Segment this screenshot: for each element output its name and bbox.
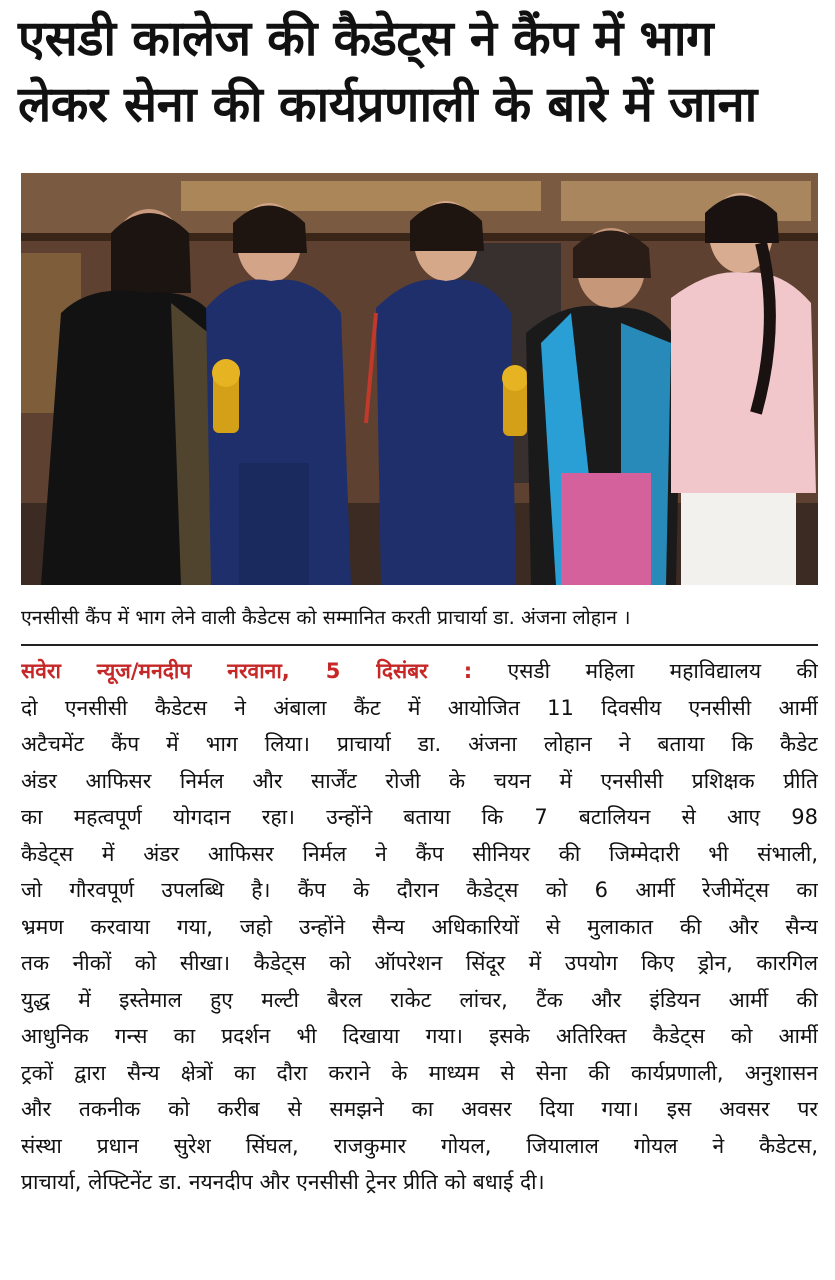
article-line: भ्रमण करवाया गया, जहो उन्होंने सैन्य अधिकारियों से मुलाकात की और सैन्य	[21, 914, 818, 939]
article-line: युद्ध में इस्तेमाल हुए मल्टी बैरल राकेट लांचर, टैंक और इंडियन आर्मी की	[21, 987, 818, 1012]
article-line: और तकनीक को करीब से समझने का अवसर दिया गया। इस अवसर पर	[21, 1097, 818, 1121]
article-line: तक नीकों को सीखा। कैडेट्स को ऑपरेशन सिंदूर में उपयोग किए ड्रोन, कारगिल	[21, 951, 818, 975]
article-line: कैडेट्स में अंडर आफिसर निर्मल ने कैंप सीनियर की जिम्मेदारी भी संभाली,	[21, 841, 818, 866]
article-line	[21, 653, 818, 690]
article-body	[21, 653, 818, 1201]
headline-line-2: लेकर सेना की कार्यप्रणाली के बारे में जाना	[18, 76, 757, 133]
article-line-text: एसडी महिला महाविद्यालय की	[472, 659, 818, 683]
article-line: जो गौरवपूर्ण उपलब्धि है। कैंप के दौरान कैडेट्स को 6 आर्मी रेजीमेंट्स का	[21, 878, 818, 902]
headline-line-1: एसडी कालेज की कैडेट्स ने कैंप में भाग	[18, 10, 714, 67]
headline	[18, 6, 818, 138]
dateline: सवेरा न्यूज/मनदीप नरवाना, 5 दिसंबर :	[21, 659, 473, 683]
article-line: संस्था प्रधान सुरेश सिंघल, राजकुमार गोयल, जियालाल गोयल ने कैडेटस,	[21, 1133, 818, 1158]
article-line: ट्रकों द्वारा सैन्य क्षेत्रों का दौरा कराने के माध्यम से सेना की कार्यप्रणाली, अनुशासन	[21, 1060, 818, 1085]
article-line: आधुनिक गन्स का प्रदर्शन भी दिखाया गया। इसके अतिरिक्त कैडेट्स को आर्मी	[21, 1024, 818, 1048]
article-line: दो एनसीसी कैडेटस ने अंबाला कैंट में आयोजित 11 दिवसीय एनसीसी आर्मी	[21, 695, 818, 720]
article-line: अंडर आफिसर निर्मल और सार्जेंट रोजी के चयन में एनसीसी प्रशिक्षक प्रीति	[21, 768, 818, 793]
article-line: का महत्वपूर्ण योगदान रहा। उन्होंने बताया कि 7 बटालियन से आए 98	[21, 805, 818, 829]
news-photo	[21, 173, 818, 585]
caption-divider	[21, 644, 818, 646]
photo-caption: एनसीसी कैंप में भाग लेने वाली कैडेटस को सम्मानित करती प्राचार्या डा. अंजना लोहान ।	[21, 606, 631, 629]
article-line: अटैचमेंट कैंप में भाग लिया। प्राचार्या डा. अंजना लोहान ने बताया कि कैडेट	[21, 732, 818, 756]
news-photo-icon	[21, 173, 818, 585]
article-line: प्राचार्या, लेफ्टिनेंट डा. नयनदीप और एनसीसी ट्रेनर प्रीति को बधाई दी।	[21, 1170, 545, 1194]
